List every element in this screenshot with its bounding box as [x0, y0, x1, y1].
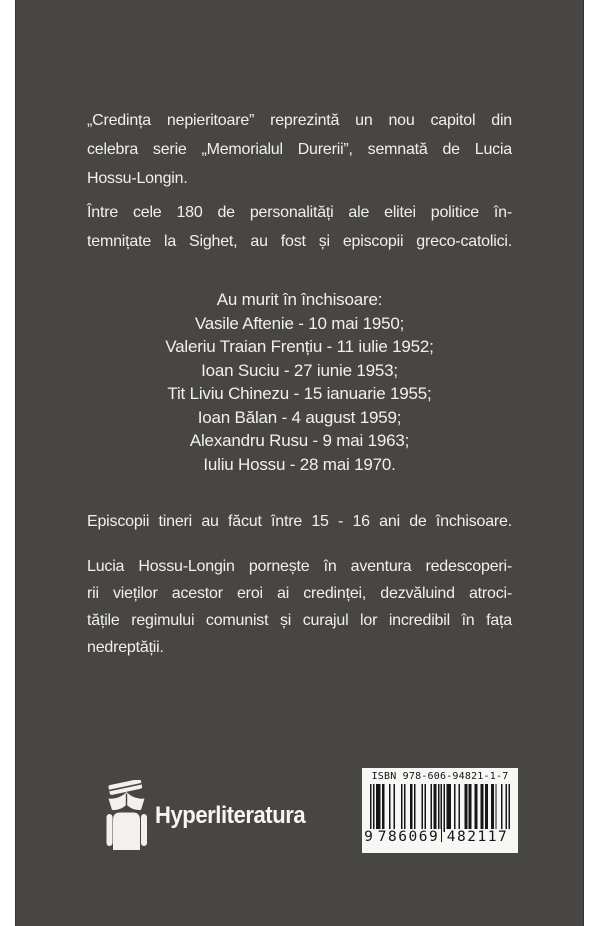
paragraph-line: temnițate la Sighet, au fost și episcopii greco-catolici. [87, 233, 512, 250]
ean-digits-right: 482117 [446, 829, 509, 845]
paragraph-line: Între cele 180 de personalități ale elitei politice în- [87, 204, 512, 221]
isbn-barcode [362, 768, 518, 853]
deaths-entry: Ioan Bălan - 4 august 1959; [197, 407, 402, 427]
isbn-label: ISBN 978-606-94821-1-7 [371, 771, 509, 782]
paragraph-line: celebra serie „Memorialul Durerii”, semnată de Lucia [87, 141, 512, 158]
book-back-cover [15, 0, 584, 926]
paragraph-line: Episcopii tineri au făcut între 15 - 16 ani de închisoare. [87, 513, 512, 530]
paragraph-line: tățile regimului comunist și curajul lor incredibil în fața [87, 612, 512, 629]
deaths-heading: Au murit în închisoare: [216, 290, 383, 309]
deaths-entry: Iuliu Hossu - 28 mai 1970. [203, 454, 396, 474]
person-with-open-book-icon [103, 780, 151, 852]
paragraph-line: „Credința nepieritoare” reprezintă un nou capitol din [87, 112, 512, 129]
deaths-entry: Tit Liviu Chinezu - 15 ianuarie 1955; [167, 384, 432, 403]
deaths-entry: Valeriu Traian Frențiu - 11 iulie 1952; [165, 337, 434, 356]
ean-digits [362, 829, 518, 845]
deaths-list [87, 288, 512, 476]
ean-digits-left: 786069 [377, 829, 440, 845]
paragraph-line: Lucia Hossu-Longin pornește în aventura redescoperi- [87, 558, 512, 575]
paragraph-closing [87, 553, 512, 661]
publisher-name: Hyperliteratura [155, 802, 306, 829]
ean-digit-first: 9 [362, 829, 375, 845]
paragraph-sighet [87, 198, 512, 256]
deaths-entry: Alexandru Rusu - 9 mai 1963; [189, 431, 410, 450]
publisher-logo [103, 780, 318, 852]
paragraph-sentence-years [87, 507, 512, 536]
paragraph-line: Hossu-Longin. [87, 170, 188, 187]
deaths-entry: Vasile Aftenie - 10 mai 1950; [194, 313, 405, 333]
deaths-entry: Ioan Suciu - 27 iunie 1953; [201, 360, 398, 380]
paragraph-line: nedreptății. [87, 639, 164, 656]
paragraph-line: rii vieților acestor eroi ai credinței, dezvăluind atroci- [87, 585, 512, 602]
paragraph-intro [87, 106, 512, 193]
